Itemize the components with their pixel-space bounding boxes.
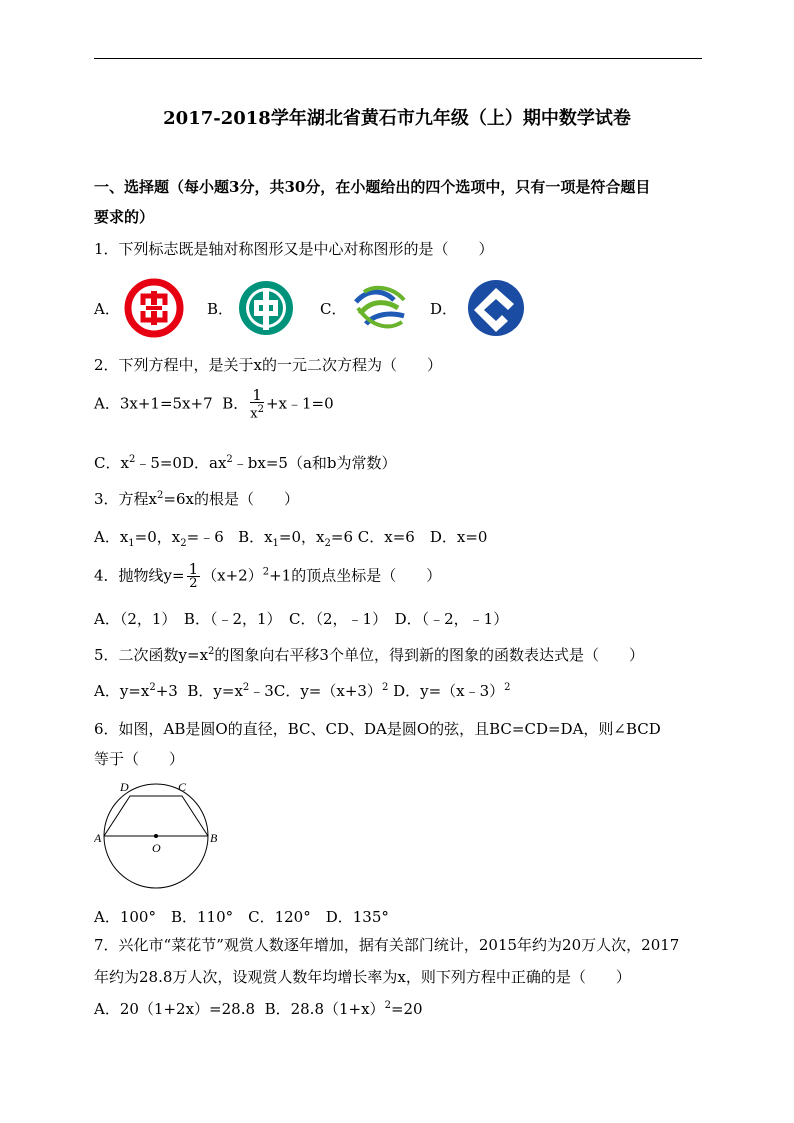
question-2-options-ab xyxy=(94,388,334,421)
q3-a-sub1: 1 xyxy=(128,538,135,549)
circle-figure xyxy=(94,774,224,892)
abc-logo xyxy=(236,278,296,338)
q5-stem-post: 的图象向右平移3个单位，得到新的图象的函数表达式是（ ） xyxy=(214,646,644,664)
q5-b-exp: 2 xyxy=(242,682,250,693)
question-5-stem xyxy=(94,644,644,665)
label-o: O xyxy=(152,841,161,855)
q5-stem-exp: 2 xyxy=(208,646,215,657)
question-4-options: A．（2，1） B．（﹣2，1） C．（2，﹣1） D．（﹣2，﹣1） xyxy=(94,610,509,628)
q3-b-mid: =0，x xyxy=(278,528,325,546)
icbc-logo xyxy=(124,278,184,338)
q4-stem-post: +1的顶点坐标是（ ） xyxy=(269,566,442,585)
q3-a-mid: =0，x xyxy=(134,528,181,546)
q1-option-d-label: D． xyxy=(430,300,458,318)
question-7-stem-cont: 年约为28.8万人次，设观赏人数年均增长率为x，则下列方程中正确的是（ ） xyxy=(94,968,631,986)
q3-a-end: =﹣6 xyxy=(186,528,224,546)
center-point xyxy=(154,834,158,838)
q4-stem-pre: 4．抛物线y= xyxy=(94,566,185,585)
q3-option-a: A．x xyxy=(94,528,129,546)
q5-option-b: B．y=x xyxy=(187,682,243,700)
question-6-stem: 6．如图，AB是圆O的直径，BC、CD、DA是圆O的弦，且BC=CD=DA，则∠BCD xyxy=(94,720,661,738)
q7-b-exp: 2 xyxy=(384,1000,391,1011)
question-6-options: A．100° B．110° C．120° D．135° xyxy=(94,908,389,926)
fraction-denominator-base: x xyxy=(250,406,258,422)
q5-option-a: A．y=x xyxy=(94,682,150,700)
label-b: B xyxy=(210,831,218,845)
q3-b-sub1: 1 xyxy=(272,538,279,549)
q2-option-d: D．ax xyxy=(181,454,227,472)
q3-stem-pre: 3．方程x xyxy=(94,490,158,508)
question-7-stem: 7．兴化市“菜花节”观赏人数逐年增加，据有关部门统计，2015年约为20万人次，2017 xyxy=(94,936,680,954)
q5-a-exp: 2 xyxy=(149,682,156,693)
q2-option-b-rest: +x﹣1=0 xyxy=(265,394,334,413)
fraction-denominator xyxy=(250,403,264,421)
label-c: C xyxy=(178,780,187,794)
q2-option-a: A．3x+1=5x+7 xyxy=(94,394,213,413)
q2-option-c-exp: 2 xyxy=(128,454,136,465)
label-a: A xyxy=(94,831,102,845)
fraction-numerator: 1 xyxy=(188,560,199,578)
section-heading-cont: 要求的） xyxy=(94,208,155,226)
q7-option-a: A．20（1+2x）=28.8 xyxy=(94,1000,256,1018)
q2-option-b-fraction xyxy=(250,388,264,421)
chords-ad-dc-cb xyxy=(104,796,208,836)
q3-b-end: =6 xyxy=(330,528,353,546)
q5-c-exp: 2 xyxy=(381,682,389,693)
china-mobile-logo xyxy=(350,278,410,338)
q7-option-b: B．28.8（1+x） xyxy=(264,1000,385,1018)
q1-option-a-label: A． xyxy=(94,300,120,318)
question-6-stem-cont: 等于（ ） xyxy=(94,750,185,768)
q5-d-exp: 2 xyxy=(504,682,511,693)
q1-option-b-label: B． xyxy=(207,300,234,318)
question-3-options xyxy=(94,526,487,549)
q7-b-rest: =20 xyxy=(390,1000,423,1018)
q5-a-rest: +3 xyxy=(155,682,178,700)
q5-b-rest: ﹣3 xyxy=(249,682,274,700)
q4-exp: 2 xyxy=(262,566,270,578)
question-7-options xyxy=(94,998,423,1019)
section-heading: 一、选择题（每小题3分，共30分，在小题给出的四个选项中，只有一项是符合题目 xyxy=(94,178,651,196)
page-title: 2017-2018学年湖北省黄石市九年级（上）期中数学试卷 xyxy=(163,108,631,129)
question-2-options-cd xyxy=(94,452,397,473)
question-5-options xyxy=(94,680,511,701)
q2-option-b-prefix: B． xyxy=(222,394,249,413)
q5-option-c: C．y=（x+3） xyxy=(273,682,382,700)
label-d: D xyxy=(120,780,129,794)
q3-a-sub2: 2 xyxy=(180,538,187,549)
q3-option-b: B．x xyxy=(238,528,273,546)
ccb-logo xyxy=(466,278,526,338)
q5-option-d: D．y=（x﹣3） xyxy=(393,682,505,700)
question-1-stem: 1．下列标志既是轴对称图形又是中心对称图形的是（ ） xyxy=(94,240,494,258)
q3-stem-post: =6x的根是（ ） xyxy=(163,490,299,508)
q1-option-c-label: C． xyxy=(320,300,347,318)
q4-fraction xyxy=(187,562,201,591)
q3-b-sub2: 2 xyxy=(324,538,331,549)
header-rule xyxy=(94,58,702,59)
fraction-denominator-exp: 2 xyxy=(257,404,264,415)
q4-stem-mid: （x+2） xyxy=(202,566,263,585)
q2-option-c-rest: ﹣5=0 xyxy=(135,454,182,472)
question-4-stem xyxy=(94,562,441,591)
fraction-denominator: 2 xyxy=(189,576,198,591)
q2-option-c: C．x xyxy=(94,454,129,472)
question-2-stem: 2．下列方程中，是关于x的一元二次方程为（ ） xyxy=(94,356,443,374)
q2-option-d-exp: 2 xyxy=(226,454,233,465)
question-3-stem xyxy=(94,488,299,509)
q3-options-cd: C．x=6 D．x=0 xyxy=(357,528,488,546)
q3-stem-exp: 2 xyxy=(157,490,164,501)
q2-option-d-rest: ﹣bx=5（a和b为常数） xyxy=(232,454,397,472)
q5-stem-pre: 5．二次函数y=x xyxy=(94,646,209,664)
fraction-numerator: 1 xyxy=(250,388,264,403)
